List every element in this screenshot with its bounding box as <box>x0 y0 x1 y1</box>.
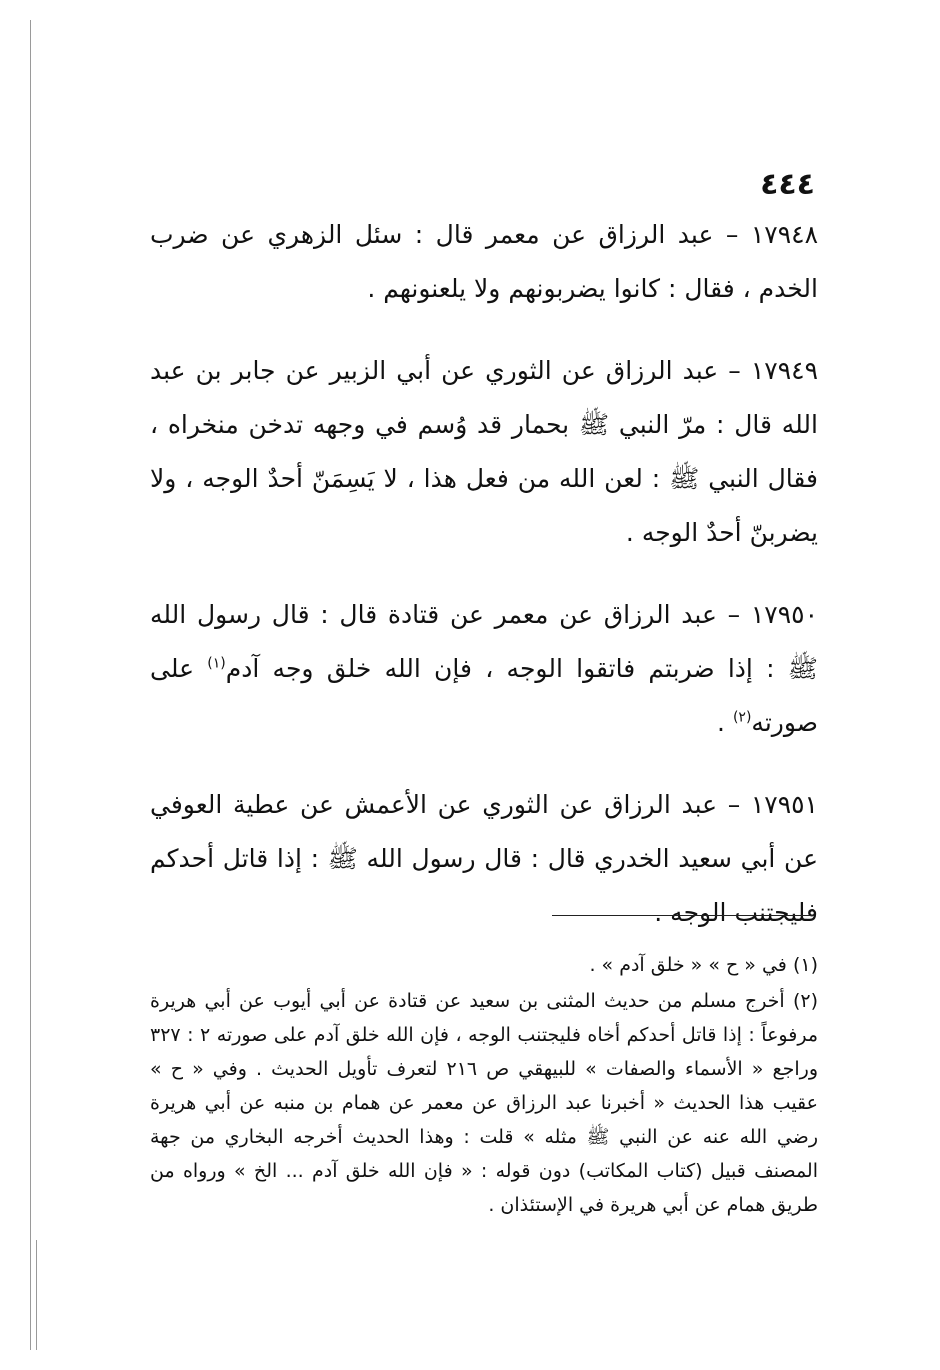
footnote-marker: (٢) <box>792 990 818 1012</box>
footnote <box>150 984 818 1222</box>
binding-margin-line <box>30 20 31 1350</box>
hadith-text: على صورته <box>150 654 818 737</box>
hadith-number: ١٧٩٥١ <box>750 790 818 819</box>
number-separator: – <box>716 600 751 629</box>
footnote-text: أخرج مسلم من حديث المثنى بن سعيد عن قتادة عن أبي أيوب عن أبي هريرة مرفوعاً : إذا قاتل أحدكم أخاه فليجتنب الوجه ، فإن الله خلق آدم على صورته ٢ : ٣٢٧ وراجع « الأسماء والصفات » للبيهقي ص ٢١٦ لتعرف تأويل الحديث . وفي « ح » عقيب هذا الحديث « أخبرنا عبد الرزاق عن معمر عن همام بن منبه عن أبي هريرة رضي الله عنه عن النبي ﷺ مثله » قلت : وهذا الحديث أخرجه البخاري من جهة المصنف قبيل (كتاب المكاتب) دون قوله : « فإن الله خلق آدم ... الخ » ورواه من طريق همام عن أبي هريرة في الإستئذان . <box>150 990 819 1216</box>
page-number: ٤٤٤ <box>760 167 815 202</box>
footnotes <box>150 948 818 1224</box>
hadith-entry <box>150 208 818 316</box>
number-separator: – <box>717 790 751 819</box>
binding-margin-line <box>36 1240 37 1350</box>
footnote <box>150 948 818 982</box>
number-separator: – <box>713 220 751 249</box>
hadith-number: ١٧٩٤٩ <box>750 356 818 385</box>
hadith-entries <box>150 208 818 968</box>
hadith-text: . <box>717 708 733 737</box>
hadith-text: عبد الرزاق عن الثوري عن الأعمش عن عطية العوفي عن أبي سعيد الخدري قال : قال رسول الله ﷺ : إذا قاتل أحدكم فليجتنب الوجه . <box>150 790 818 927</box>
hadith-text: عبد الرزاق عن معمر عن قتادة قال : قال رسول الله ﷺ : إذا ضربتم فاتقوا الوجه ، فإن الله خلق وجه آدم <box>150 600 818 683</box>
footnote-ref[interactable]: (١) <box>207 655 226 672</box>
footnote-divider <box>552 915 814 916</box>
number-separator: – <box>718 356 751 385</box>
hadith-number: ١٧٩٤٨ <box>750 220 818 249</box>
footnote-text: في « ح » « خلق آدم » . <box>589 954 787 976</box>
hadith-text: عبد الرزاق عن معمر قال : سئل الزهري عن ضرب الخدم ، فقال : كانوا يضربونهم ولا يلعنونهم . <box>150 220 818 303</box>
footnote-ref[interactable]: (٢) <box>732 709 752 726</box>
hadith-text: عبد الرزاق عن الثوري عن أبي الزبير عن جابر بن عبد الله قال : مرّ النبي ﷺ بحمار قد وُسم في وجهه تدخن منخراه ، فقال النبي ﷺ : لعن الله من فعل هذا ، لا يَسِمَنّ أحدٌ الوجه ، ولا يضربنّ أحدٌ الوجه . <box>150 356 818 547</box>
hadith-number: ١٧٩٥٠ <box>750 600 818 629</box>
hadith-entry <box>150 588 818 750</box>
footnote-marker: (١) <box>792 954 818 976</box>
hadith-entry <box>150 344 818 560</box>
